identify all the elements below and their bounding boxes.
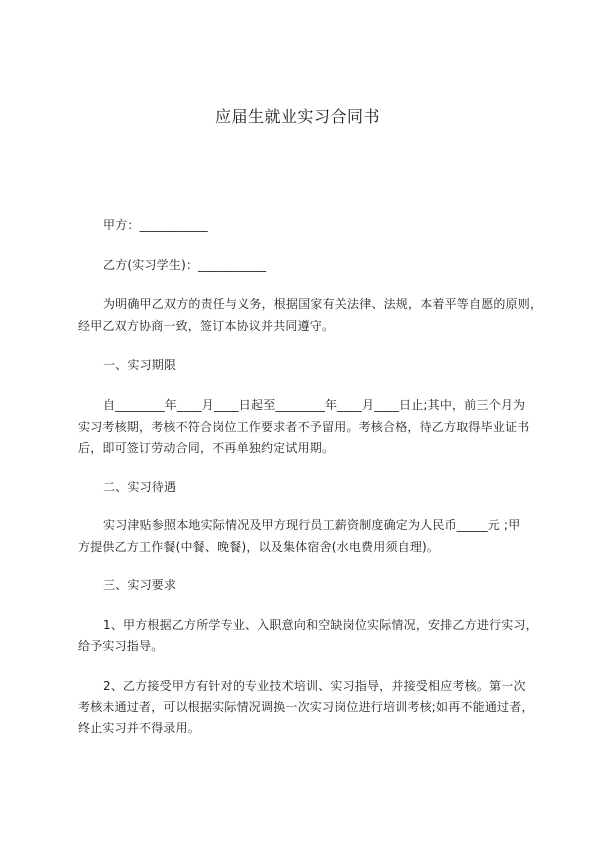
document-title: 应届生就业实习合同书 xyxy=(214,107,380,126)
item2-line-2: 考核未通过者，可以根据实际情况调换一次实习岗位进行培训考核;如再不能通过者， xyxy=(78,700,534,714)
section2-heading: 二、实习待遇 xyxy=(103,480,177,494)
item2-line-3: 终止实习并不得录用。 xyxy=(78,721,201,735)
preamble-line-1: 为明确甲乙双方的责任与义务，根据国家有关法律、法规，本着平等自愿的原则， xyxy=(103,297,543,311)
section1-line-1: 自________年____月____日起至________年____月____日止;其中，前三个月为 xyxy=(103,398,526,412)
party-a-line: 甲方：___________ xyxy=(103,218,208,232)
item1-line-2: 给予实习指导。 xyxy=(78,639,164,653)
item2-line-1: 2、乙方接受甲方有针对的专业技术培训、实习指导，并接受相应考核。第一次 xyxy=(103,679,526,693)
party-b-line: 乙方(实习学生)：___________ xyxy=(103,258,267,272)
section1-line-2: 实习考核期，考核不符合岗位工作要求者不予留用。考核合格，待乙方取得毕业证书 xyxy=(78,420,530,434)
item1-line-1: 1、甲方根据乙方所学专业、入职意向和空缺岗位实际情况，安排乙方进行实习， xyxy=(103,618,538,632)
section3-heading: 三、实习要求 xyxy=(103,578,177,592)
section1-heading: 一、实习期限 xyxy=(103,358,177,372)
section2-line-1: 实习津贴参照本地实际情况及甲方现行员工薪资制度确定为人民币_____元 ;甲 xyxy=(103,518,521,532)
preamble-line-2: 经甲乙双方协商一致，签订本协议并共同遵守。 xyxy=(78,319,335,333)
section1-line-3: 后，即可签订劳动合同，不再单独约定试用期。 xyxy=(78,441,335,455)
section2-line-2: 方提供乙方工作餐(中餐、晚餐)，以及集体宿舍(水电费用须自理)。 xyxy=(78,540,440,554)
